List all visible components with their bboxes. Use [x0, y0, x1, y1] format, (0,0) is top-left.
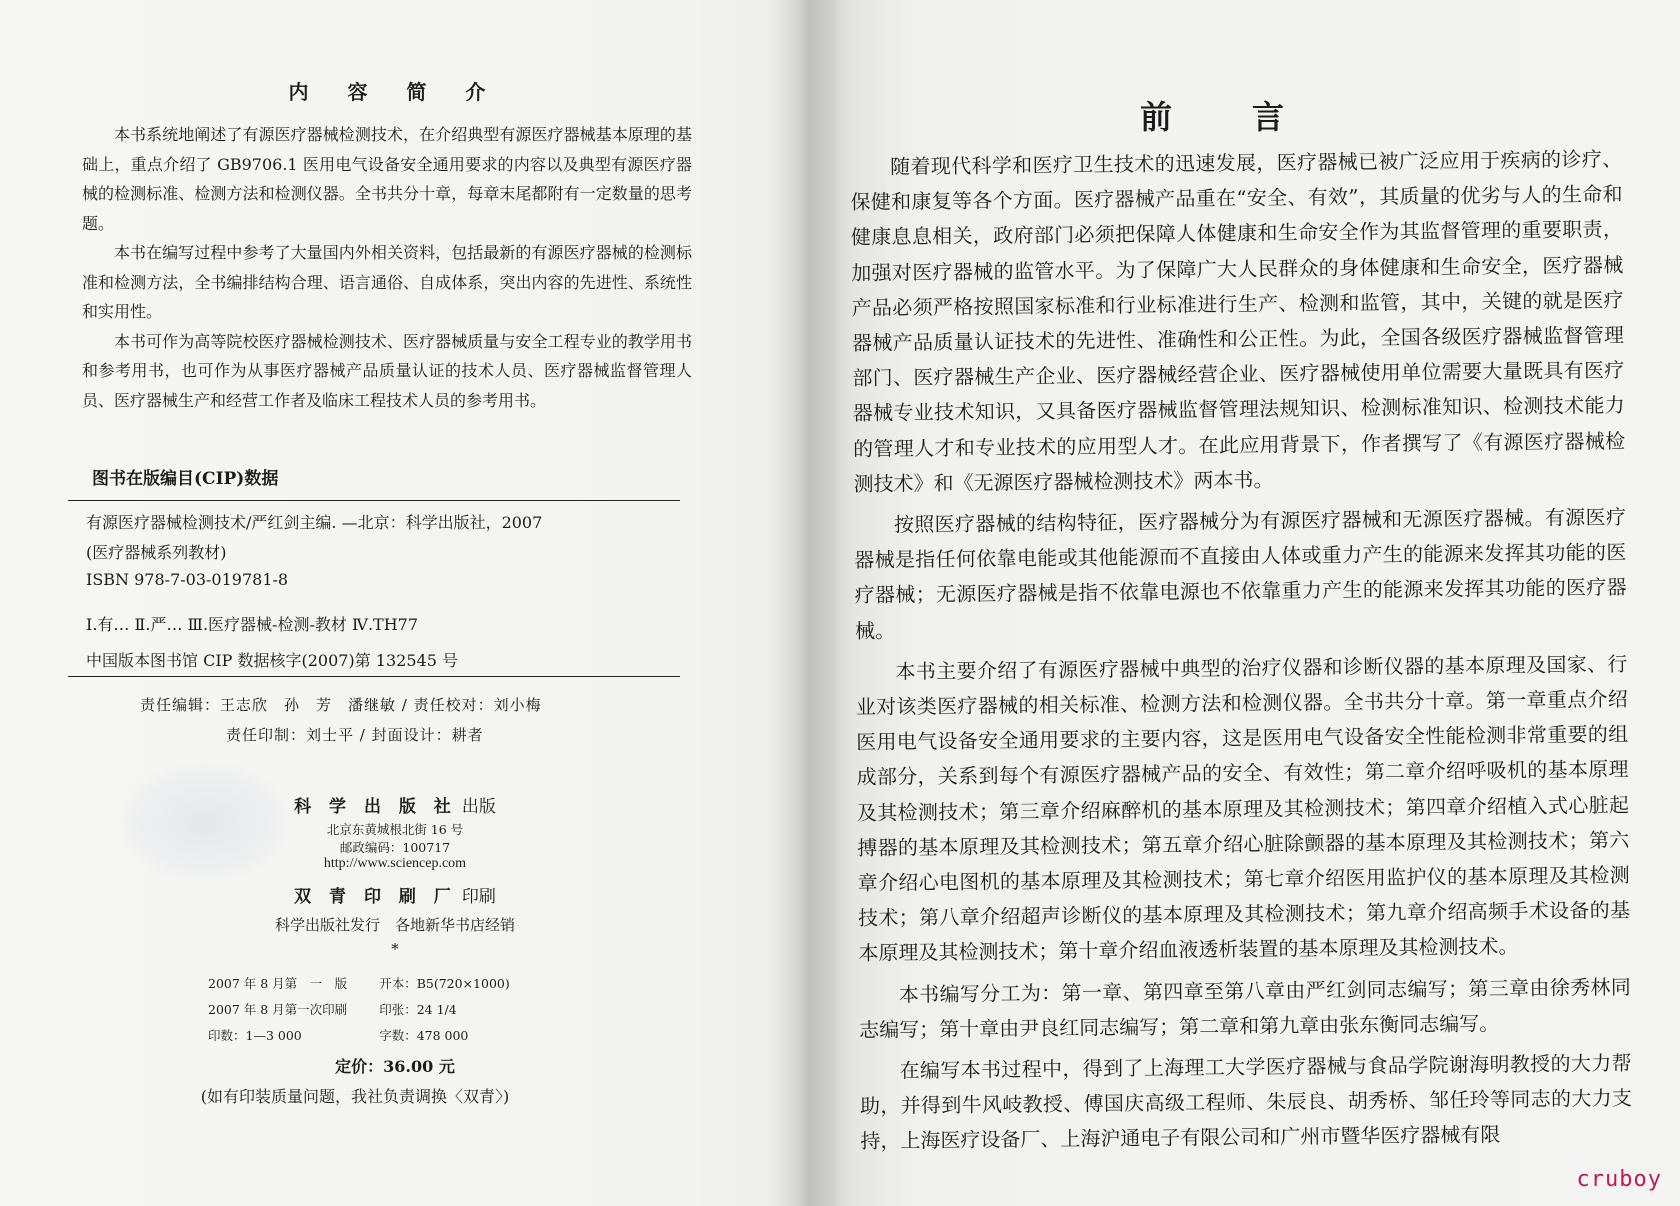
spec-cell: 开本：B5(720×1000) [379, 976, 510, 991]
cip-line-record: 中国版本图书馆 CIP 数据核字(2007)第 132545 号 [86, 651, 458, 670]
foreword-body [850, 142, 1633, 1160]
publisher-url: http://www.sciencep.com [323, 856, 467, 871]
summary-body [82, 120, 692, 415]
scanner-watermark: cruboy [1576, 1167, 1662, 1192]
foreword-title: 前言 [1140, 98, 1365, 136]
printer-line [0, 882, 790, 907]
printer-suffix: 印刷 [461, 887, 496, 907]
cip-heading: 图书在版编目(CIP)数据 [92, 469, 279, 489]
print-specs-table [208, 970, 542, 1048]
imprint-separator: * [391, 940, 399, 958]
foreword-paragraph: 按照医疗器械的结构特征，医疗器械分为有源医疗器械和无源医疗器械。有源医疗器械是指任何依靠电能或其他能源而不直接由人体或重力产生的能源来发挥其功能的医疗器械；无源医疗器械是指不依靠电源也不依靠重力产生的能源来发挥其功能的医疗器械。 [854, 504, 1627, 643]
publisher-postcode: 邮政编码：100717 [339, 840, 451, 855]
credits-editors: 责任编辑：王志欣 孙 芳 潘继敏 / 责任校对：刘小梅 [140, 696, 542, 714]
publisher-suffix: 出版 [461, 797, 496, 817]
cip-line-classification: Ⅰ.有… Ⅱ.严… Ⅲ.医疗器械-检测-教材 Ⅳ.TH77 [86, 615, 419, 634]
spec-cell: 2007 年 8 月第 一 版 [208, 976, 348, 991]
spec-cell: 2007 年 8 月第一次印刷 [208, 1002, 348, 1017]
quality-note: (如有印装质量问题，我社负责调换〈双青〉) [200, 1087, 510, 1106]
spec-row [208, 996, 542, 1022]
summary-paragraph: 本书在编写过程中参考了大量国内外相关资料，包括最新的有源医疗器械的检测标准和检测方法，全书编排结构合理、语言通俗、自成体系，突出内容的先进性、系统性和实用性。 [82, 243, 692, 321]
summary-paragraph: 本书可作为高等院校医疗器械检测技术、医疗器械质量与安全工程专业的教学用书和参考用书，也可作为从事医疗器械产品质量认证的技术人员、医疗器械监督管理人员、医疗器械生产和经营工作者及临床工程技术人员的参考用书。 [82, 331, 692, 410]
cip-line-isbn: ISBN 978-7-03-019781-8 [86, 570, 289, 589]
spec-row [208, 1022, 542, 1048]
foreword-paragraph: 本书编写分工为：第一章、第四章至第八章由严红剑同志编写；第三章由徐秀林同志编写；第十章由尹良红同志编写；第二章和第九章由张东衡同志编写。 [859, 974, 1631, 1042]
price: 定价：36.00 元 [335, 1057, 455, 1076]
summary-paragraph: 本书系统地阐述了有源医疗器械检测技术，在介绍典型有源医疗器械基本原理的基础上，重点介绍了 GB9706.1 医用电气设备安全通用要求的内容以及典型有源医疗器械的检测标准、检测方法和检测仪器。全书共分十章，每章末尾都附有一定数量的思考题。 [82, 125, 692, 233]
spec-cell: 印张：24 1/4 [379, 1002, 457, 1017]
cip-top-rule [68, 500, 680, 501]
distribution-line: 科学出版社发行 各地新华书店经销 [274, 916, 515, 934]
cip-line-title: 有源医疗器械检测技术/严红剑主编. —北京：科学出版社，2007 [86, 513, 543, 532]
credits-production: 责任印制：刘士平 / 封面设计：耕者 [226, 726, 484, 744]
spec-cell: 字数：478 000 [379, 1028, 469, 1043]
foreword-paragraph: 在编写本书过程中，得到了上海理工大学医疗器械与食品学院谢海明教授的大力帮助，并得到牛风岐教授、傅国庆高级工程师、朱辰良、胡秀桥、邹任玲等同志的大力支持，上海医疗设备厂、上海沪通电子有限公司和广州市暨华医疗器械有限 [859, 1050, 1633, 1154]
foreword-paragraph: 随着现代科学和医疗卫生技术的迅速发展，医疗器械已被广泛应用于疾病的诊疗、保健和康复等各个方面。医疗器械产品重在“安全、有效”，其质量的优劣与人的生命和健康息息相关，政府部门必须把保障人体健康和生命安全作为其监督管理的重要职责，加强对医疗器械的监管水平。为了保障广大人民群众的身体健康和生命安全，医疗器械产品必须严格按照国家标准和行业标准进行生产、检测和监管，其中，关键的就是医疗器械产品质量认证技术的先进性、准确性和公正性。为此，全国各级医疗器械监督管理部门、医疗器械生产企业、医疗器械经营企业、医疗器械使用单位需要大量既具有医疗器械专业技术知识，又具备医疗器械监督管理法规知识、检测标准知识、检测技术能力的管理人才和专业技术的应用型人才。在此应用背景下，作者撰写了《有源医疗器械检测技术》和《无源医疗器械检测技术》两本书。 [850, 146, 1626, 496]
publisher-name: 科 学 出 版 社 [294, 797, 457, 817]
publisher-line [0, 792, 790, 817]
spec-row [208, 970, 542, 996]
left-page [0, 0, 790, 1206]
cip-line-series: (医疗器械系列教材) [86, 543, 227, 562]
summary-title: 内 容 简 介 [288, 80, 502, 104]
spec-cell: 印数：1—3 000 [208, 1028, 302, 1043]
foreword-paragraph: 本书主要介绍了有源医疗器械中典型的治疗仪器和诊断仪器的基本原理及国家、行业对该类医疗器械的相关标准、检测方法和检测仪器。全书共分十章。第一章重点介绍医用电气设备安全通用要求的主要内容，这是医用电气设备安全性能检测非常重要的组成部分，关系到每个有源医疗器械产品的安全、有效性；第二章介绍呼吸机的基本原理及其检测技术；第三章介绍麻醉机的基本原理及其检测技术；第四章介绍植入式心脏起搏器的基本原理及其检测技术；第五章介绍心脏除颤器的基本原理及其检测技术；第六章介绍心电图机的基本原理及其检测技术；第七章介绍医用监护仪的基本原理及其检测技术；第八章介绍超声诊断仪的基本原理及其检测技术；第九章介绍高频手术设备的基本原理及其检测技术；第十章介绍血液透析装置的基本原理及其检测技术。 [855, 651, 1631, 966]
printer-name: 双 青 印 刷 厂 [294, 887, 457, 907]
cip-bottom-rule [68, 676, 680, 677]
publisher-address: 北京东黄城根北街 16 号 [326, 822, 464, 837]
